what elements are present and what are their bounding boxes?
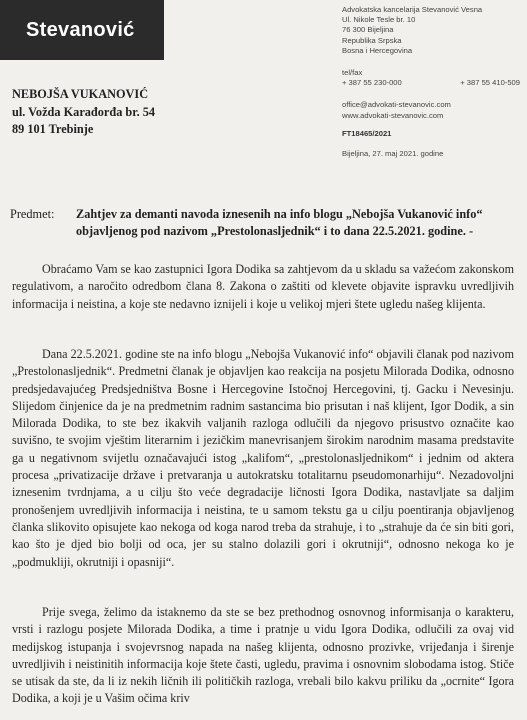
sender-block	[342, 5, 522, 159]
office-street: Ul. Nikole Tesle br. 10	[342, 15, 416, 25]
office-name: Advokatska kancelarija Stevanović Vesna	[342, 5, 483, 14]
phone-2: + 387 55 410-509	[460, 78, 520, 88]
office-republic: Republika Srpska	[342, 35, 402, 45]
body-paragraph-3: Prije svega, želimo da istaknemo da ste se bez prethodnog osnovnog informisanja o karakteru, vrsti i razlogu posjete Milorada Dodika, a time i pratnje u vidu Igora Dodika, odlučili za ovaj vid medijskog istupanja i svojevrsnog napada na našeg klijenta, odnosno prozivke, vrijeđanja i širenje uvredljivih i neistinitih informacija koje štete časti, ugledu, pravima i osnovnim slobodama istog. Stiče se utisak da ste, da li iz nekih ličnih ili političkih razloga, vrebali bilo kakvu priliku da „ocrnite“ Igora Dodika, a koji je u Vašim očima kriv	[12, 605, 514, 706]
body-paragraph-1: Obraćamo Vam se kao zastupnici Igora Dodika sa zahtjevom da u skladu sa važećom zakonskom regulativom, a naročito odredbom člana 8. Zakona o zaštiti od klevete objavite ispravku uvredljivih informacija i neistina, a koje ste nedavno iznijeli i koje u velikoj mjeri štete ugledu našeg klijenta.	[12, 262, 514, 311]
phone-1: + 387 55 230-000	[342, 78, 402, 88]
phone-label: tel/fax	[342, 68, 363, 78]
recipient-city: 89 101 Trebinje	[12, 122, 94, 136]
recipient-name: NEBOJŠA VUKANOVIĆ	[12, 87, 149, 101]
place-date: Bijeljina, 27. maj 2021. godine	[342, 149, 444, 159]
recipient-block	[12, 86, 155, 139]
office-country: Bosna i Hercegovina	[342, 45, 413, 55]
subject-line	[10, 206, 520, 240]
reference-number: FT18465/2021	[342, 128, 392, 138]
body-paragraph-2: Dana 22.5.2021. godine ste na info blogu „Nebojša Vukanović info“ objavili članak pod nazivom „Prestolonasljednik“. Predmetni članak je objavljen kao reakcija na posjetu Milorada Dodika, odnosno predsjedavajućeg Predsjedništva Bosne i Hercegovine Istočnoj Hercegovini, tj. Gacku i Nevesinju. Slijedom činjenice da je na predmetnim radnim sastancima bio prisutan i naš klijent, Igor Dodik, a sin Milorada Dodika, to ste bez ikakvih valjanih razloga odlučili da njegovo prisustvo označite kao suvišno, te svojim vještim literarnim i jezičkim manevrisanjem širokim narodnim masama predstavite ga u negativnom svijetlu označavajući istog „kalifom“, „prestolonasljednikom“ i jednim od aktera procesa „privatizacije države i pretvaranja u autokratsku totalitarnu pseudomonarhiju“. Nezadovoljni iznesenim tvrdnjama, a u cilju što veće degradacije ličnosti Igora Dodika, nastavljate sa daljim pronošenjem uvredljivih informacija i neistina, te u samom tekstu ga u cilju poentiranja objavljenog članka slikovito opisujete kao nekoga od koga narod treba da strahuje, i to „strahuje da će sin biti gori, kao što je djed bio bolji od oca, jer su stalno dolazili gori i okrutniji“, odnosno nekoga ko je „podmukliji, okrutniji i opasniji“.	[12, 347, 514, 569]
office-email: office@advokati-stevanovic.com	[342, 100, 451, 110]
recipient-street: ul. Vožda Karađorđa br. 54	[12, 104, 156, 119]
subject-label: Predmet:	[10, 207, 55, 221]
firm-logo: Stevanović	[0, 0, 164, 60]
subject-text: Zahtjev za demanti navoda iznesenih na info blogu „Nebojša Vukanović info“ objavljenog pod nazivom „Prestolonasljednik“ i to dana 22.5.2021. godine. -	[76, 207, 483, 238]
phone-numbers	[342, 78, 520, 88]
office-city: 76 300 Bijeljina	[342, 25, 394, 35]
office-website: www.advokati-stevanovic.com	[342, 110, 444, 120]
